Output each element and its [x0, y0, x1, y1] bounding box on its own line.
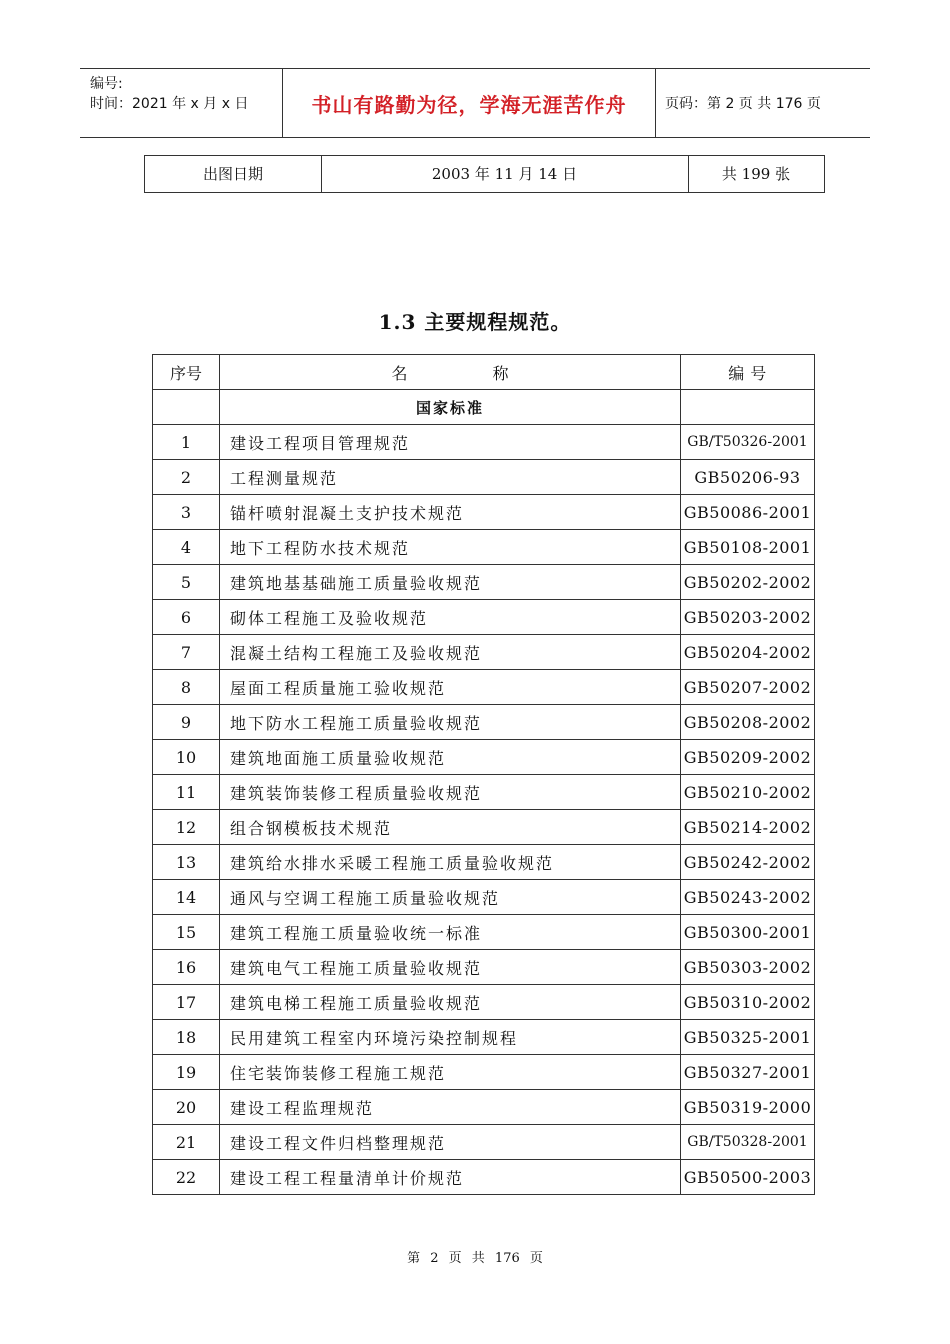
row-code: GB50500-2003 — [681, 1160, 815, 1195]
row-no: 17 — [153, 985, 220, 1020]
row-code: GB50207-2002 — [681, 670, 815, 705]
row-code: GB50210-2002 — [681, 775, 815, 810]
sheet-total: 共 199 张 — [721, 165, 791, 183]
row-no: 20 — [153, 1090, 220, 1125]
header-meta — [80, 69, 282, 137]
row-code: GB50108-2001 — [681, 530, 815, 565]
table-row — [153, 705, 815, 740]
page-header — [80, 68, 870, 138]
row-no: 7 — [153, 635, 220, 670]
row-no: 22 — [153, 1160, 220, 1195]
row-code: GB50204-2002 — [681, 635, 815, 670]
row-no: 10 — [153, 740, 220, 775]
section-title: 1.3 主要规程规范。 — [378, 310, 572, 334]
header-no: 序号 — [153, 355, 220, 390]
header-motto: 书山有路勤为径，学海无涯苦作舟 — [282, 69, 656, 137]
row-name: 通风与空调工程施工质量验收规范 — [220, 880, 681, 915]
group-no-cell — [153, 390, 220, 425]
table-row — [153, 670, 815, 705]
row-code: GB50327-2001 — [681, 1055, 815, 1090]
row-code: GB/T50328-2001 — [681, 1125, 815, 1160]
row-code: GB50214-2002 — [681, 810, 815, 845]
group-label: 国家标准 — [220, 390, 681, 425]
table-row — [153, 880, 815, 915]
row-code: GB/T50326-2001 — [681, 425, 815, 460]
header-code: 编 号 — [681, 355, 815, 390]
row-no: 14 — [153, 880, 220, 915]
table-row — [153, 495, 815, 530]
row-name: 建筑地基基础施工质量验收规范 — [220, 565, 681, 600]
page-footer: 第 2 页 共 176 页 — [407, 1251, 543, 1266]
header-page-info: 页码：第 2 页 共 176 页 — [665, 96, 821, 112]
date-value: 2003 年 11 月 14 日 — [321, 156, 689, 192]
row-no: 13 — [153, 845, 220, 880]
group-row — [153, 390, 815, 425]
row-name: 建筑工程施工质量验收统一标准 — [220, 915, 681, 950]
row-name: 工程测量规范 — [220, 460, 681, 495]
row-no: 16 — [153, 950, 220, 985]
row-code: GB50242-2002 — [681, 845, 815, 880]
table-row — [153, 460, 815, 495]
table-row — [153, 740, 815, 775]
row-name: 建筑电梯工程施工质量验收规范 — [220, 985, 681, 1020]
row-name: 民用建筑工程室内环境污染控制规程 — [220, 1020, 681, 1055]
row-code: GB50209-2002 — [681, 740, 815, 775]
table-row — [153, 1055, 815, 1090]
header-name: 名 称 — [220, 355, 681, 390]
table-row — [153, 915, 815, 950]
row-code: GB50303-2002 — [681, 950, 815, 985]
row-name: 混凝土结构工程施工及验收规范 — [220, 635, 681, 670]
row-no: 4 — [153, 530, 220, 565]
table-row — [153, 1160, 815, 1195]
row-name: 地下工程防水技术规范 — [220, 530, 681, 565]
row-name: 建设工程文件归档整理规范 — [220, 1125, 681, 1160]
row-code: GB50325-2001 — [681, 1020, 815, 1055]
row-code: GB50206-93 — [681, 460, 815, 495]
row-name: 住宅装饰装修工程施工规范 — [220, 1055, 681, 1090]
row-code: GB50203-2002 — [681, 600, 815, 635]
row-code: GB50310-2002 — [681, 985, 815, 1020]
group-code-cell — [681, 390, 815, 425]
drawing-date-row — [144, 155, 825, 193]
table-row — [153, 1125, 815, 1160]
row-name: 建筑电气工程施工质量验收规范 — [220, 950, 681, 985]
table-row — [153, 565, 815, 600]
row-code: GB50243-2002 — [681, 880, 815, 915]
table-row — [153, 985, 815, 1020]
row-no: 5 — [153, 565, 220, 600]
table-header-row — [153, 355, 815, 390]
table-row — [153, 530, 815, 565]
table-row — [153, 810, 815, 845]
table-row — [153, 600, 815, 635]
row-name: 建设工程监理规范 — [220, 1090, 681, 1125]
row-no: 18 — [153, 1020, 220, 1055]
row-name: 建设工程项目管理规范 — [220, 425, 681, 460]
row-name: 屋面工程质量施工验收规范 — [220, 670, 681, 705]
table-row — [153, 1020, 815, 1055]
row-no: 8 — [153, 670, 220, 705]
row-no: 19 — [153, 1055, 220, 1090]
row-no: 11 — [153, 775, 220, 810]
row-name: 建筑地面施工质量验收规范 — [220, 740, 681, 775]
date-label: 出图日期 — [145, 156, 322, 192]
row-no: 21 — [153, 1125, 220, 1160]
table-row — [153, 775, 815, 810]
row-no: 15 — [153, 915, 220, 950]
row-no: 3 — [153, 495, 220, 530]
row-no: 9 — [153, 705, 220, 740]
row-name: 组合钢模板技术规范 — [220, 810, 681, 845]
time-label: 时间：2021 年 x 月 x 日 — [90, 96, 249, 112]
row-code: GB50202-2002 — [681, 565, 815, 600]
row-name: 建筑装饰装修工程质量验收规范 — [220, 775, 681, 810]
table-row — [153, 1090, 815, 1125]
row-name: 锚杆喷射混凝土支护技术规范 — [220, 495, 681, 530]
row-name: 砌体工程施工及验收规范 — [220, 600, 681, 635]
table-row — [153, 425, 815, 460]
row-name: 地下防水工程施工质量验收规范 — [220, 705, 681, 740]
code-label: 编号: — [90, 76, 123, 92]
table-row — [153, 950, 815, 985]
standards-table — [152, 354, 815, 1195]
row-name: 建筑给水排水采暖工程施工质量验收规范 — [220, 845, 681, 880]
table-row — [153, 635, 815, 670]
row-code: GB50300-2001 — [681, 915, 815, 950]
row-code: GB50319-2000 — [681, 1090, 815, 1125]
row-code: GB50208-2002 — [681, 705, 815, 740]
row-no: 6 — [153, 600, 220, 635]
row-name: 建设工程工程量清单计价规范 — [220, 1160, 681, 1195]
row-no: 1 — [153, 425, 220, 460]
row-no: 12 — [153, 810, 220, 845]
row-no: 2 — [153, 460, 220, 495]
table-row — [153, 845, 815, 880]
row-code: GB50086-2001 — [681, 495, 815, 530]
